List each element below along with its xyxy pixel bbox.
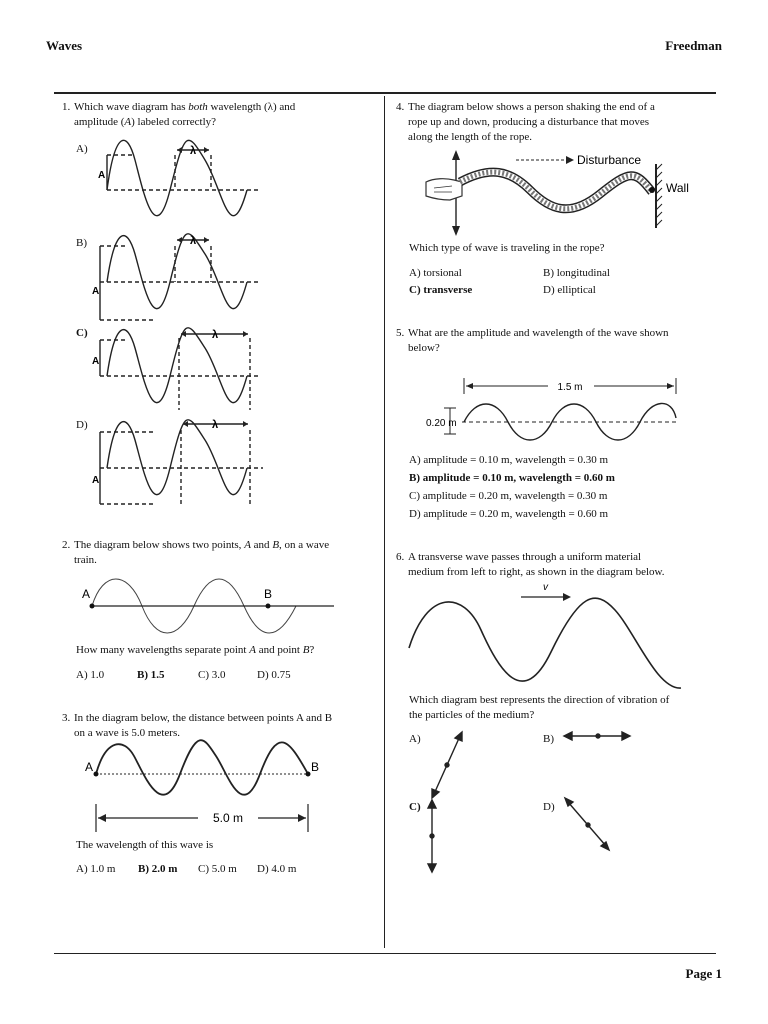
q3-option-b: B) 2.0 m [138,863,178,875]
column-divider [384,96,385,948]
q3-option-d: D) 4.0 m [257,863,297,875]
q1-option-c: C) [76,327,88,339]
q5-diagram [420,374,690,446]
question-4: 4. The diagram below shows a person shaking the end of a rope up and down, producing a disturbance that moves along the length of the rope. [396,101,655,143]
q2-option-d: D) 0.75 [257,669,291,681]
q4-option-d: D) elliptical [543,284,596,296]
q2-point-a: A [82,587,91,601]
q3-option-a: A) 1.0 m [76,863,116,875]
q1-option-a: A) [76,143,88,155]
q1d-lambda: λ [211,419,219,431]
q2-option-a: A) 1.0 [76,669,105,681]
q6-vibration-diagrams [420,726,620,876]
q5-length-label: 1.5 m [557,382,583,393]
q3-option-c: C) 5.0 m [198,863,237,875]
q3-point-b: B [311,760,320,774]
q2-option-c: C) 3.0 [198,669,226,681]
question-2: 2. The diagram below shows two points, A and B, on a wave train. [62,539,330,566]
q1-option-d: D) [76,419,88,431]
q4-option-b: B) longitudinal [543,267,610,279]
q1b-wave [107,234,247,309]
q3-question: The wavelength of this wave is [76,839,214,851]
q2-option-b: B) 1.5 [137,669,165,681]
q1c-lambda: λ [211,329,219,341]
q5-option-b: B) amplitude = 0.10 m, wavelength = 0.60 m [409,472,615,484]
q1c-wave [107,328,247,403]
q1-diagrams [92,138,265,518]
header-author: Freedman [665,38,722,53]
q5-option-a: A) amplitude = 0.10 m, wavelength = 0.30 m [409,454,609,466]
q6-option-a: A) [409,733,421,745]
question-5: 5. What are the amplitude and wavelength of the wave shown below? [396,327,669,354]
q3-diagram [80,742,330,837]
q2-question: How many wavelengths separate point A and point B? [76,644,315,656]
q2-point-b: B [264,587,273,601]
q1b-amp: A [92,286,100,297]
q4-option-a: A) torsional [409,267,462,279]
q4-diagram [420,148,710,238]
q1b-lambda: λ [189,235,197,247]
question-6: 6. A transverse wave passes through a uniform material medium from left to right, as shown in the diagram below. [396,551,665,578]
q3-point-a: A [85,760,94,774]
q6-velocity-label: v [543,582,548,593]
q1-option-b: B) [76,237,87,249]
q5-option-c: C) amplitude = 0.20 m, wavelength = 0.30 m [409,490,608,502]
q5-option-d: D) amplitude = 0.20 m, wavelength = 0.60 m [409,508,609,520]
question-1: 1. Which wave diagram has both wavelength (λ) and amplitude (A) labeled correctly? [62,101,296,128]
q4-option-c: C) transverse [409,284,473,296]
q6-option-c: C) [409,801,421,813]
question-3: 3. In the diagram below, the distance between points A and B on a wave is 5.0 meters. [62,712,333,739]
q1d-amp: A [92,475,100,486]
page-number: Page 1 [685,966,722,981]
bottom-rule [54,953,716,954]
q1a-amp: A [98,170,106,181]
q1a-lambda: λ [189,145,197,157]
q1d-wave [107,420,247,495]
q6-wave-diagram [405,580,695,695]
q1a-wave [107,140,247,215]
q4-wall-label: Wall [666,181,689,195]
q6-option-d: D) [543,801,555,813]
header-title: Waves [46,38,83,53]
q4-disturbance-label: Disturbance [577,153,642,167]
q5-height-label: 0.20 m [426,418,457,429]
q3-distance-label: 5.0 m [212,811,244,825]
q6-option-b: B) [543,733,554,745]
q1c-amp: A [92,356,100,367]
q2-diagram [78,574,343,640]
top-rule [54,92,716,94]
q4-question: Which type of wave is traveling in the rope? [409,242,605,254]
q6-question: Which diagram best represents the direction of vibration of the particles of the medium? [409,694,670,721]
